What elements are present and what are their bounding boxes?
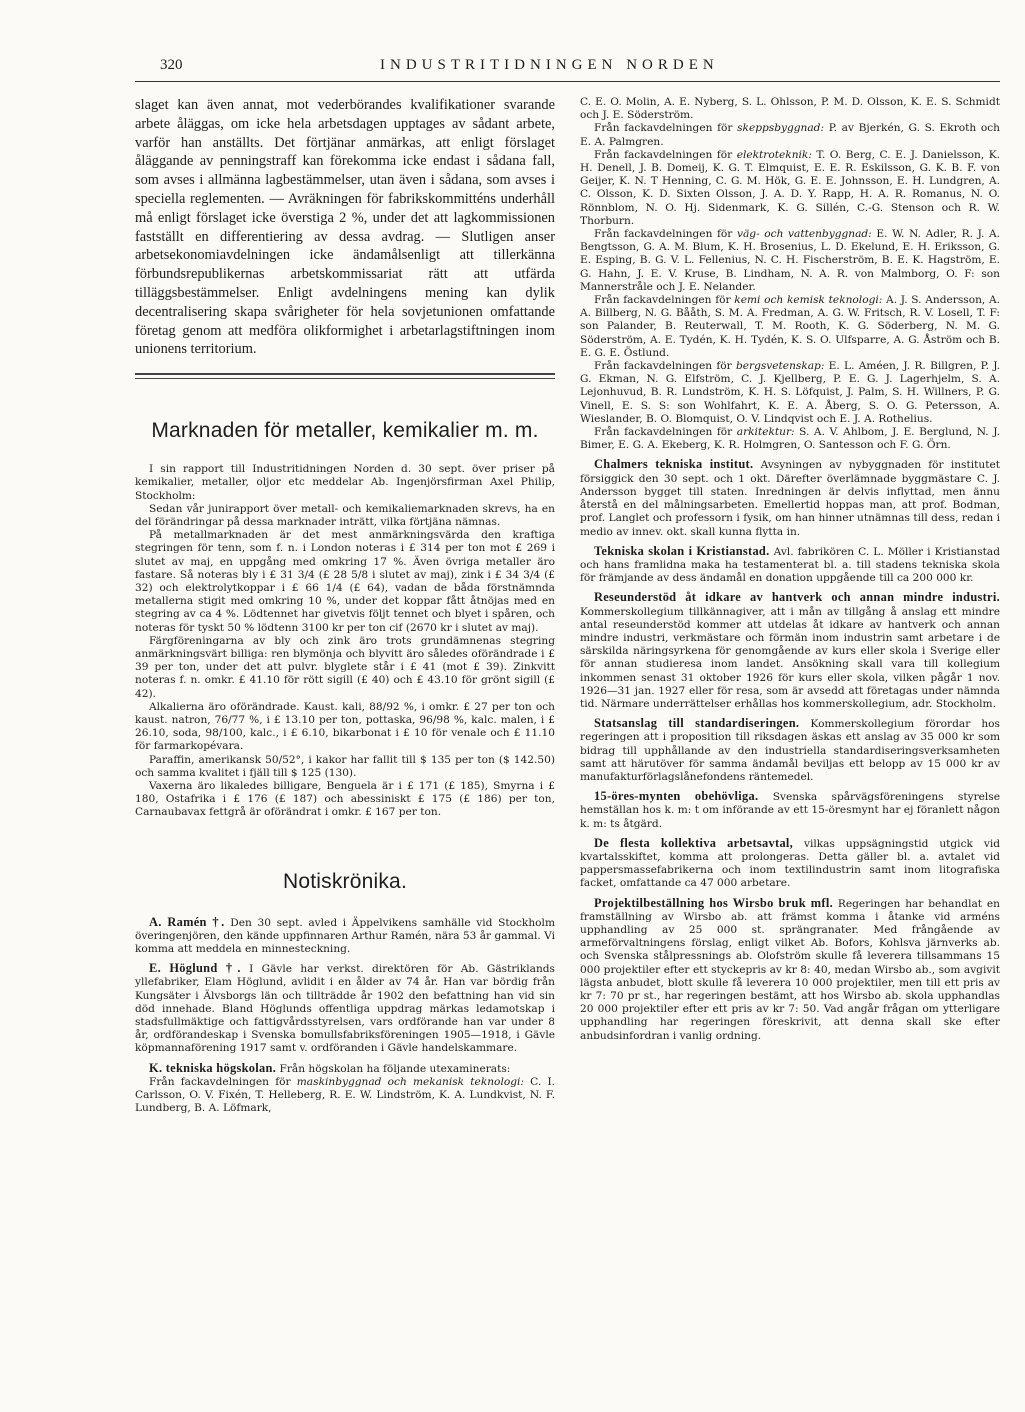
markets-paragraph: Färgföreningarna av bly och zink äro trots grundämnenas stegring anmärkningsvärt billiga: ren blymönja och blyvitt äro således oförändrade i £ 39 per ton, under det att pulvr. blyglete står i £ 41 (mot £ 39). Zinkvitt noteras f. n. omkr. £ 41.10 för rött sigill (£ 40) och £ 43.10 för grönt sigill (£ 42). <box>135 634 555 700</box>
notis-item <box>580 545 1000 586</box>
markets-paragraph: Vaxerna äro likaledes billigare, Benguela är i £ 171 (£ 185), Smyrna i £ 180, Ostafrika i £ 176 (£ 187) och abessiniskt £ 175 (£ 186) per ton, Carnaubavax fettgrå är oförändrat i omkr. £ 167 per ton. <box>135 780 555 819</box>
graduates-prefix: Från fackavdelningen för <box>594 360 736 373</box>
graduates-department: bergsvetenskap: <box>735 360 825 373</box>
notis-item-text: Svenska spårvägsföreningens styrelse hemställan hos k. m: t om införande av ett 15-öresmynt har ej föranlett någon k. m: ts åtgärd. <box>580 791 1000 830</box>
notis-item-head: Projektilbeställning hos Wirsbo bruk mfl. <box>594 895 833 910</box>
article-continuation: slaget kan även annat, mot vederbörandes kvalifikationer svarande arbete åläggas, om icke hela arbetsdagen upptages av sådant arbete, varför han anställts. Det förtjänar anmärkas, att enligt förslaget åläggande av penningstraff kan förekomma icke endast i sådana fall, som avses i allmänna lagbestämmelser, utan även i sådana, som avses i speciella reglementen. — Avräkningen för fabrikskommitténs underhåll må enligt förslaget icke överstiga 2 %, under det att lagkommissionen fastställt en differentiering av dessa avdrag. — Slutligen anser arbetsekonomiavdelningen icke ändamålsenligt att tillerkänna förbundsrepublikernas arbetskommissariat rätt att utfärda tilläggsbestämmelser. Enligt avdelningens mening kan dylik decentralisering skapa svårigheter för hela sovjetunionen omfattande företag genom att medföra olikformighet i arbetarlagstiftningen inom unionens territorium. <box>135 97 555 358</box>
notis-item-head: Statsanslag till standardiseringen. <box>594 716 800 731</box>
notis-item <box>580 790 1000 831</box>
graduates-prefix: Från fackavdelningen för <box>594 148 737 161</box>
header-rule <box>135 81 1000 82</box>
graduates-department: arkitektur: <box>736 426 795 439</box>
notis-heading: Notiskrönika. <box>283 869 407 893</box>
graduates-names: A. J. S. Andersson, A. A. Billberg, N. G. Bååth, S. M. A. Fredman, A. G. W. Fritsch, R. V. Losell, T. F: son Palander, B. Reuterwall, T. M. Rooth, K. G. Söderberg, N. M. G. Söderström, A. E. Tydén, K. H. Tydén, K. S. O. Ulfsparre, A. G. Åström och B. E. G. E. Östlund. <box>580 294 1000 359</box>
markets-paragraph: På metallmarknaden är det mest anmärkningsvärda den kraftiga stegringen för tenn, som f. n. i London noteras i £ 314 per ton mot £ 269 i slutet av maj, en uppgång med omkring 17 %. Även övriga metaller äro fastare. Så noteras bly i £ 31 3/4 (£ 28 5/8 i slutet av maj), zink i £ 34 3/4 (£ 32) och elektrolytkoppar i £ 66 1/4 (£ 64), vadan de båda förstnämnda metallerna stigit med omkring 10 %, under det koppar fått åtnöjas med en stegring av ca 4 %. Lödtennet har givetvis följt tennet och blyet i spåren, och noteras för tyskt 50 % lödtenn 3100 kr per ton cif (2670 kr i slutet av maj). <box>135 529 555 634</box>
graduates-department: elektroteknik: <box>736 148 812 161</box>
notis-item-text: Regeringen har behandlat en framställning av Wirsbo ab. att främst komma i åtanke vid arméns upphandling av 25 000 st. sprängranater. Med frångående av armeförvaltningens förslag, enligt vilket Ab. Bofors, Kohlsva järnverks ab. och Svenska stålpressnings ab. Olofström skulle få leverera tillsammans 15 000 projektiler efter ett styckepris av kr 8: 40, medan Wirsbo ab., som avgivit lägsta anbudet, blott skulle få leverera 10 000 projektiler, men till ett pris av kr 7: 70 pr st., har regeringen bestämt, att hos Wirsbo ab. skola upphandlas 20 000 projektiler efter ett pris av kr 7: 50. Vad angår frågan om ytterligare upphandling har regeringen föreskrivit, att denna skall ske efter anbudsinfordran i vanlig ordning. <box>580 897 1000 1042</box>
journal-title: INDUSTRITIDNINGEN NORDEN <box>380 57 719 73</box>
graduates-list <box>580 149 1000 228</box>
left-column <box>135 96 555 1115</box>
graduates-list <box>580 360 1000 426</box>
graduates-department: maskinbyggnad och mekanisk teknologi: <box>296 1075 524 1088</box>
markets-heading: Marknaden för metaller, kemikalier m. m. <box>151 419 539 443</box>
graduates-names: T. O. Berg, C. E. J. Danielsson, K. H. Denell, J. B. Domeij, K. G. T. Elmquist, E. E. R. Eskilsson, G. K. B. F. von Geijer, K. N. T Henning, C. G. M. Hök, G. E. E. Johnsson, E. H. Lundgren, A. C. Olsson, K. D. Sixten Olsson, J. A. D. Y. Rapp, H. A. R. Romanus, N. O. Rönnblom, N. O. Hj. Sidenmark, K. G. Sillén, C.-G. Stenson och R. W. Thorburn. <box>580 148 1000 227</box>
graduates-continuation: C. E. O. Molin, A. E. Nyberg, S. L. Ohlsson, P. M. D. Olsson, K. E. S. Schmidt och J. E. Söderström. <box>580 96 1000 122</box>
notis-item <box>580 717 1000 784</box>
notis-item <box>135 962 555 1055</box>
graduates-names: C. I. Carlsson, O. V. Fixén, T. Helleberg, R. E. W. Lindström, K. A. Lundkvist, N. F. Lundberg, B. A. Löfmark, <box>135 1075 555 1115</box>
page-number: 320 <box>160 57 183 73</box>
graduates-list <box>580 294 1000 360</box>
notis-item-text: Avl. fabrikören C. L. Möller i Kristianstad och hans framlidna maka ha testamenterat bl. a. till stadens tekniska skola för främjande av dess ändamål en donation uppgående till ca 200 000 kr. <box>580 545 1000 585</box>
graduates-names: E. L. Améen, J. R. Billgren, P. J. G. Ekman, N. G. Elfström, C. J. Kjellberg, P. E. G. J. Lagerhjelm, S. A. Lejonhuvud, B. R. Lundström, K. H. S. Löfquist, J. Palm, S. H. Willners, P. G. Vinell, E. S. S: son Wohlfahrt, K. E. A. Åberg, S. O. G. Petersson, A. Wieslander, B. O. Blomquist, O. V. Lindqvist och E. J. A. Rothelius. <box>580 360 1000 425</box>
notis-item <box>580 897 1000 1043</box>
graduates-department: skeppsbyggnad: <box>737 122 825 135</box>
graduates-names: E. W. N. Adler, R. J. A. Bengtsson, G. A. M. Blum, K. H. Brosenius, L. D. Ekelund, E. H. Eriksson, G. E. Esping, B. G. V. L. Fellenius, N. C. H. Fischerström, B. E. K. Hagström, E. G. Hahn, J. E. V. Kruse, B. Lindham, N. A. R. von Malmborg, O. F: son Mannerstråle och J. E. Nelander. <box>580 228 1000 293</box>
notis-item-head: Chalmers tekniska institut. <box>594 457 754 472</box>
notis-item-text: vilkas uppsägningstid utgick vid kvartalsskiftet, komma att prolongeras. Detta gäller bl. a. avtalet vid pappersmassefabrikerna och inom textilindustrin samt inom litografiska facket, omfattande ca 47 000 arbetare. <box>580 837 1000 890</box>
section-divider <box>135 373 555 379</box>
notis-item-head: E. Höglund †. <box>149 961 241 976</box>
graduates-names: S. A. V. Ahlbom, J. E. Berglund, N. J. Bimer, E. G. A. Ekeberg, K. R. Holmgren, O. Santesson och F. G. Örn. <box>580 426 1000 452</box>
notis-item-text: Den 30 sept. avled i Äppelvikens samhälle vid Stockholm överingenjören, den kände uppfinnaren Arthur Ramén, nära 53 år gammal. Vi komma att meddela en minnesteckning. <box>135 916 555 956</box>
notis-item <box>135 916 555 957</box>
markets-paragraph: I sin rapport till Industritidningen Norden d. 30 sept. över priser på kemikalier, metaller, oljor etc meddelar Ab. Ingenjörsfirman Axel Philip, Stockholm: <box>135 463 555 502</box>
notis-item-head: A. Ramén †. <box>149 914 225 929</box>
notis-item-text: Kommerskollegium tillkännagiver, att i mån av tillgång å anslag ett mindre antal reseunderstöd kommer att utdelas åt idkare av hantverk och annan mindre industri, verkmästare och förmän inom industrin samt arbetare i de särskilda näringsyrkena för genomgående av kurs eller skola i Sverige eller för annan studieresa inom landet. Ansökning skall vara till kollegium inkommen senast 31 oktober 1926 för kurs eller skola, vilken pågår 1 nov. 1926—31 jan. 1927 eller för resa, som är avsedd att företagas under nämnda tid. Närmare underrättelser erhållas hos kommerskollegium, adr. Stockholm. <box>580 605 1000 710</box>
graduates-prefix: Från fackavdelningen för <box>594 228 737 241</box>
notis-item-head: De flesta kollektiva arbetsavtal, <box>594 835 794 850</box>
graduates-department: kemi och kemisk teknologi: <box>734 294 883 307</box>
graduates-list <box>580 122 1000 148</box>
notis-item <box>580 591 1000 711</box>
right-column <box>580 96 1000 1043</box>
notis-item-head: Reseunderstöd åt idkare av hantverk och annan mindre industri. <box>594 590 1000 605</box>
graduates-prefix: Från fackavdelningen för <box>149 1075 297 1088</box>
notis-item <box>580 458 1000 538</box>
graduates-list <box>580 426 1000 452</box>
notis-item <box>580 837 1000 891</box>
notis-item-text: Avsyningen av nybyggnaden för institutet försiggick den 30 sept. och 1 okt. Därefter överlämnade byggmästare C. J. Andersson bygget till staten. Inredningen är delvis inflyttad, men ännu återstå en del målningsarbeten. Emellertid hoppas man, att prof. Bodman, prof. Langlet och professorn i fysik, om han hinner utnämnas till dess, redan i medio av innev. okt. skall kunna flytta in. <box>580 459 1000 538</box>
graduates-list <box>580 228 1000 294</box>
graduates-names: P. av Bjerkén, G. S. Ekroth och E. A. Palmgren. <box>580 122 1000 148</box>
notis-item-text: Kommerskollegium förordar hos regeringen att i proposition till riksdagen äskas ett anslag av 35 000 kr som bidrag till upphållande av den industriella standardiseringsverksamheten samt att härutöver för samma ändamål beviljas ett belopp av 15 000 kr av manufakturförlagslånefondens räntemedel. <box>580 718 1000 783</box>
notis-item-text: I Gävle har verkst. direktören för Ab. Gästriklands yllefabriker, Elam Höglund, avlidit i en ålder av 74 år. Han var bördig från Kungsäter i Älvsborgs län och tillträdde år 1902 den befattning han vid sin död innehade. Bland Höglunds offentliga uppdrag märkas ledamotskap i stadsfullmäktige och fattigvårdsstyrelsen, vars ordförande han var under 8 år, ordförandeskap i Svenska bomullsfabriksföreningen 1905—1918, i Gävle köpmannaförening 1917 samt v. ordföranden i Gävle handelskammare. <box>135 963 555 1055</box>
graduates-prefix: Från fackavdelningen för <box>594 294 735 307</box>
notis-item-head: Tekniska skolan i Kristianstad. <box>594 543 770 558</box>
graduates-list <box>135 1076 555 1116</box>
graduates-department: väg- och vattenbyggnad: <box>737 228 872 241</box>
notis-item-head: 15-öres-mynten obehövliga. <box>594 789 759 804</box>
markets-paragraph: Sedan vår junirapport över metall- och kemikaliemarknaden skrevs, ha en del förändringar på dessa marknader inträtt, vilka förtjäna nämnas. <box>135 502 555 528</box>
notis-item-text: Från högskolan ha följande utexaminerats: <box>276 1062 511 1075</box>
markets-paragraph: Paraffin, amerikansk 50/52°, i kakor har fallit till $ 135 per ton ($ 142.50) och samma kvalitet i fjäll till $ 125 (130). <box>135 753 555 779</box>
notis-item-head: K. tekniska högskolan. <box>149 1060 277 1075</box>
graduates-prefix: Från fackavdelningen för <box>594 122 738 135</box>
notis-item <box>135 1062 555 1076</box>
markets-paragraph: Alkalierna äro oförändrade. Kaust. kali, 88/92 %, i omkr. £ 27 per ton och kaust. natron, 76/77 %, i £ 13.10 per ton, pottaska, 96/98 %, kalc. malen, i £ 26.10, soda, 98/100, kalc., i £ 6.10, bikarbonat i £ 10 för venale och £ 11.10 för farmarkopévara. <box>135 700 555 753</box>
graduates-prefix: Från fackavdelningen för <box>594 426 737 439</box>
